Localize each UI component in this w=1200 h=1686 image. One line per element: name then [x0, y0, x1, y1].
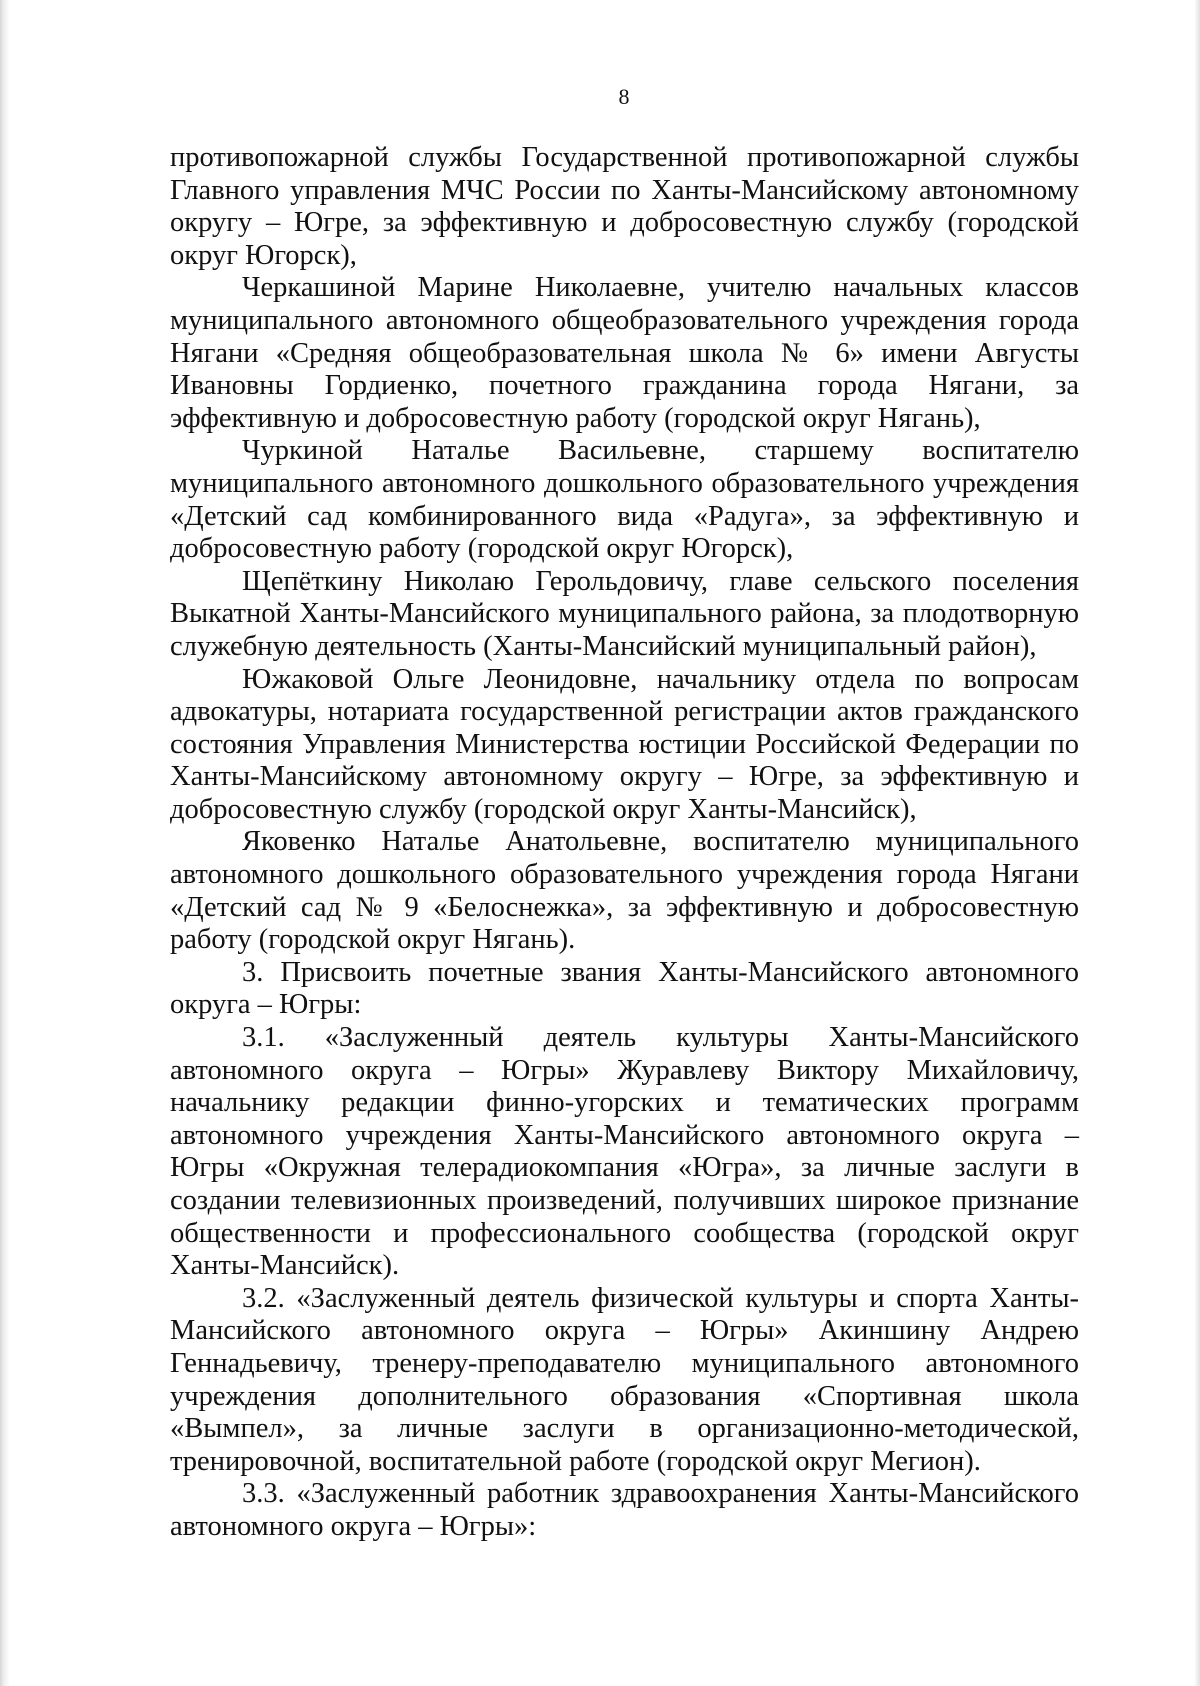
paragraph-shchepetkin: Щепёткину Николаю Герольдовичу, главе сельского поселения Выкатной Ханты-Мансийского муниципального района, за плодотворную служебную деятельность (Ханты-Мансийский муниципальный район), — [170, 565, 1079, 662]
scan-edge-left — [0, 0, 10, 1686]
paragraph-item-3-3: 3.3. «Заслуженный работник здравоохранения Ханты-Мансийского автономного округа – Югры»: — [170, 1478, 1079, 1542]
scan-edge-right — [1194, 0, 1200, 1686]
page-number: 8 — [618, 84, 630, 109]
paragraph-item-3: 3. Присвоить почетные звания Ханты-Мансийского автономного округа – Югры: — [170, 956, 1079, 1021]
paragraph-cherkashina: Черкашиной Марине Николаевне, учителю начальных классов муниципального автономного общеобразовательного учреждения города Нягани «Средняя общеобразовательная школа № 6» имени Августы Ивановны Гордиенко, почетного гражданина города Нягани, за эффективную и добросовестную работу (городской округ Нягань), — [170, 272, 1079, 434]
paragraph-yakovenko: Яковенко Наталье Анатольевне, воспитателю муниципального автономного дошкольного образовательного учреждения города Нягани «Детский сад № 9 «Белоснежка», за эффективную и добросовестную работу (городской округ Нягань). — [170, 826, 1079, 956]
paragraph-churkina: Чуркиной Наталье Васильевне, старшему воспитателю муниципального автономного дошкольного образовательного учреждения «Детский сад комбинированного вида «Радуга», за эффективную и добросовестную работу (городской округ Югорск), — [170, 435, 1079, 565]
paragraph-item-3-1: 3.1. «Заслуженный деятель культуры Ханты-Мансийского автономного округа – Югры» Журавлеву Виктору Михайловичу, начальнику редакции финно-угорских и тематических программ автономного учреждения Ханты-Мансийского автономного округа – Югры «Окружная телерадиокомпания «Югра», за личные заслуги в создании телевизионных произведений, получивших широкое признание общественности и профессионального сообщества (городской округ Ханты-Мансийск). — [170, 1022, 1079, 1282]
document-body — [170, 142, 1079, 1544]
paragraph-item-3-2: 3.2. «Заслуженный деятель физической культуры и спорта Ханты-Мансийского автономного округа – Югры» Акиншину Андрею Геннадьевичу, тренеру-преподавателю муниципального автономного учреждения дополнительного образования «Спортивная школа «Вымпел», за личные заслуги в организационно-методической, тренировочной, воспитательной работе (городской округ Мегион). — [170, 1282, 1079, 1477]
paragraph-continuation: противопожарной службы Государственной противопожарной службы Главного управления МЧС России по Ханты-Мансийскому автономному округу – Югре, за эффективную и добросовестную службу (городской округ Югорск), — [170, 142, 1079, 271]
paragraph-yuzhakova: Южаковой Ольге Леонидовне, начальнику отдела по вопросам адвокатуры, нотариата государственной регистрации актов гражданского состояния Управления Министерства юстиции Российской Федерации по Ханты-Мансийскому автономному округу – Югре, за эффективную и добросовестную службу (городской округ Ханты-Мансийск), — [170, 663, 1079, 825]
